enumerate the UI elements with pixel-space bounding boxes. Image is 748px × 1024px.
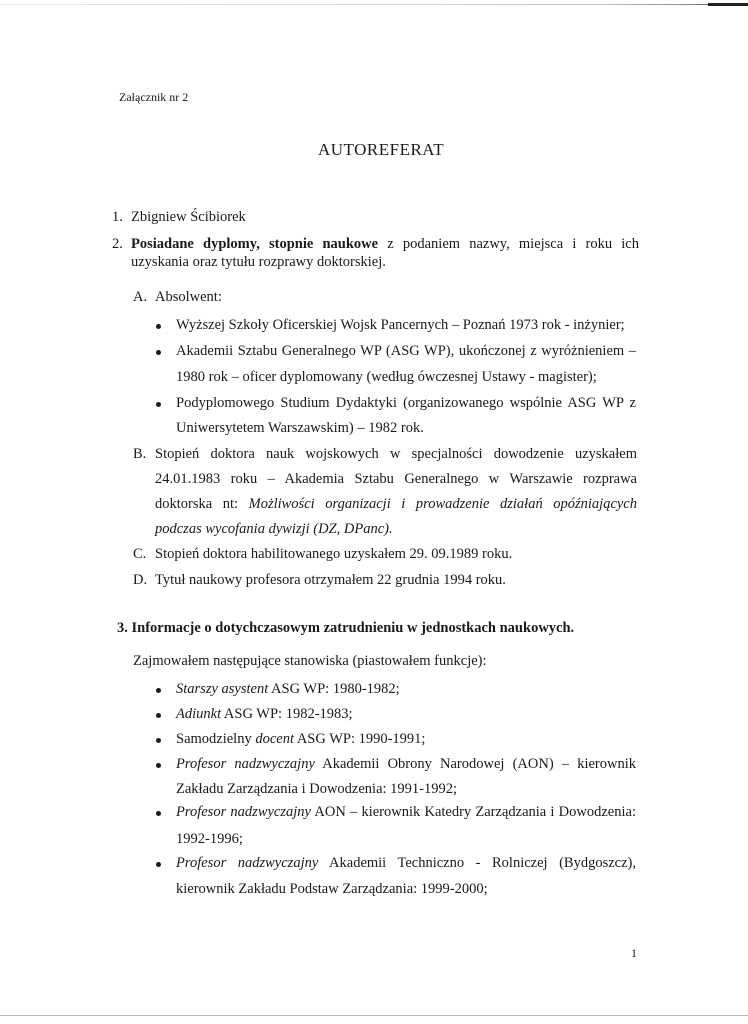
position-details: Akademii Obrony Narodowej (AON) – kierownik (314, 756, 636, 772)
position-item (176, 732, 425, 747)
position-item (176, 682, 400, 697)
sectionA-bullet1: Wyższej Szkoły Oficerskiej Wojsk Pancernych – Poznań 1973 rok - inżynier; (176, 317, 625, 333)
bullet-icon (156, 688, 161, 693)
section3-heading: 3. Informacje o dotychczasowym zatrudnieniu w jednostkach naukowych. (117, 620, 575, 636)
item1-number: 1. (112, 209, 123, 225)
position-details: ASG WP: 1990-1991; (294, 731, 426, 747)
position-item (176, 856, 636, 871)
sectionB-line1: Stopień doktora nauk wojskowych w specjalności dowodzenie uzyskałem (155, 446, 637, 462)
position-item-line2: kierownik Zakładu Podstaw Zarządzania: 1999-2000; (176, 881, 488, 897)
sectionB-label: B. (133, 446, 147, 462)
bullet-icon (156, 738, 161, 743)
position-item (176, 757, 636, 772)
author-name: Zbigniew Ścibiorek (131, 209, 246, 225)
position-title: Profesor nadzwyczajny (176, 756, 315, 772)
sectionB-line3 (155, 497, 637, 512)
sectionA-label: A. (133, 289, 148, 305)
page-title: AUTOREFERAT (318, 140, 445, 159)
position-title: Profesor nadzwyczajny (176, 804, 311, 820)
position-title: docent (255, 731, 294, 747)
sectionB-line2: 24.01.1983 roku – Akademia Sztabu Generalnego w Warszawie rozprawa (155, 471, 637, 487)
position-details: Akademii Techniczno - Rolniczej (Bydgoszcz), (318, 855, 636, 871)
thesis-title: Możliwości organizacji i prowadzenie działań opóźniających (248, 496, 637, 512)
item2-line2: uzyskania oraz tytułu rozprawy doktorskiej. (131, 254, 386, 270)
sectionC-label: C. (133, 546, 147, 562)
position-item (176, 707, 353, 722)
sectionA-text: Absolwent: (155, 289, 222, 305)
item2-rest: z podaniem nazwy, miejsca i roku ich (378, 236, 639, 252)
item2-number: 2. (112, 236, 123, 252)
sectionA-bullet3-line2: Uniwersytetem Warszawskim) – 1982 rok. (176, 420, 424, 436)
bullet-icon (156, 324, 161, 329)
section3-intro: Zajmowałem następujące stanowiska (piastowałem funkcje): (133, 653, 487, 669)
position-details: ASG WP: 1980-1982; (268, 681, 400, 697)
position-details: ASG WP: 1982-1983; (221, 706, 353, 722)
sectionD-text: Tytuł naukowy profesora otrzymałem 22 grudnia 1994 roku. (155, 572, 506, 588)
sectionB-line3-plain: doktorska nt: (155, 496, 249, 512)
sectionA-bullet2-line2: 1980 rok – oficer dyplomowany (według ówczesnej Ustawy - magister); (176, 369, 597, 385)
bullet-icon (156, 713, 161, 718)
sectionA-bullet2-line1: Akademii Sztabu Generalnego WP (ASG WP), ukończonej z wyróżnieniem – (176, 343, 636, 359)
position-prefix: Samodzielny (176, 731, 256, 747)
bullet-icon (156, 811, 161, 816)
scan-edge-top (0, 4, 748, 5)
item2-bold: Posiadane dyplomy, stopnie naukowe (131, 236, 379, 252)
bullet-icon (156, 763, 161, 768)
bullet-icon (156, 350, 161, 355)
bullet-icon (156, 862, 161, 867)
bullet-icon (156, 402, 161, 407)
position-item-line2: 1992-1996; (176, 831, 243, 847)
scan-edge-bottom (0, 1015, 748, 1016)
item2-line1 (131, 237, 639, 252)
position-title: Profesor nadzwyczajny (176, 855, 319, 871)
position-item (176, 805, 636, 820)
position-title: Adiunkt (176, 706, 222, 722)
scan-edge-mark (708, 3, 748, 6)
sectionC-text: Stopień doktora habilitowanego uzyskałem 29. 09.1989 roku. (155, 546, 513, 562)
position-title: Starszy asystent (176, 681, 269, 697)
sectionB-line4: podczas wycofania dywizji (DZ, DPanc). (155, 521, 393, 537)
sectionA-bullet3-line1: Podyplomowego Studium Dydaktyki (organizowanego wspólnie ASG WP z (176, 395, 636, 411)
position-details: AON – kierownik Katedry Zarządzania i Dowodzenia: (310, 804, 636, 820)
page-number: 1 (631, 946, 637, 960)
attachment-label: Załącznik nr 2 (119, 90, 189, 104)
position-item-line2: Zakładu Zarządzania i Dowodzenia: 1991-1992; (176, 781, 458, 797)
sectionD-label: D. (133, 572, 148, 588)
